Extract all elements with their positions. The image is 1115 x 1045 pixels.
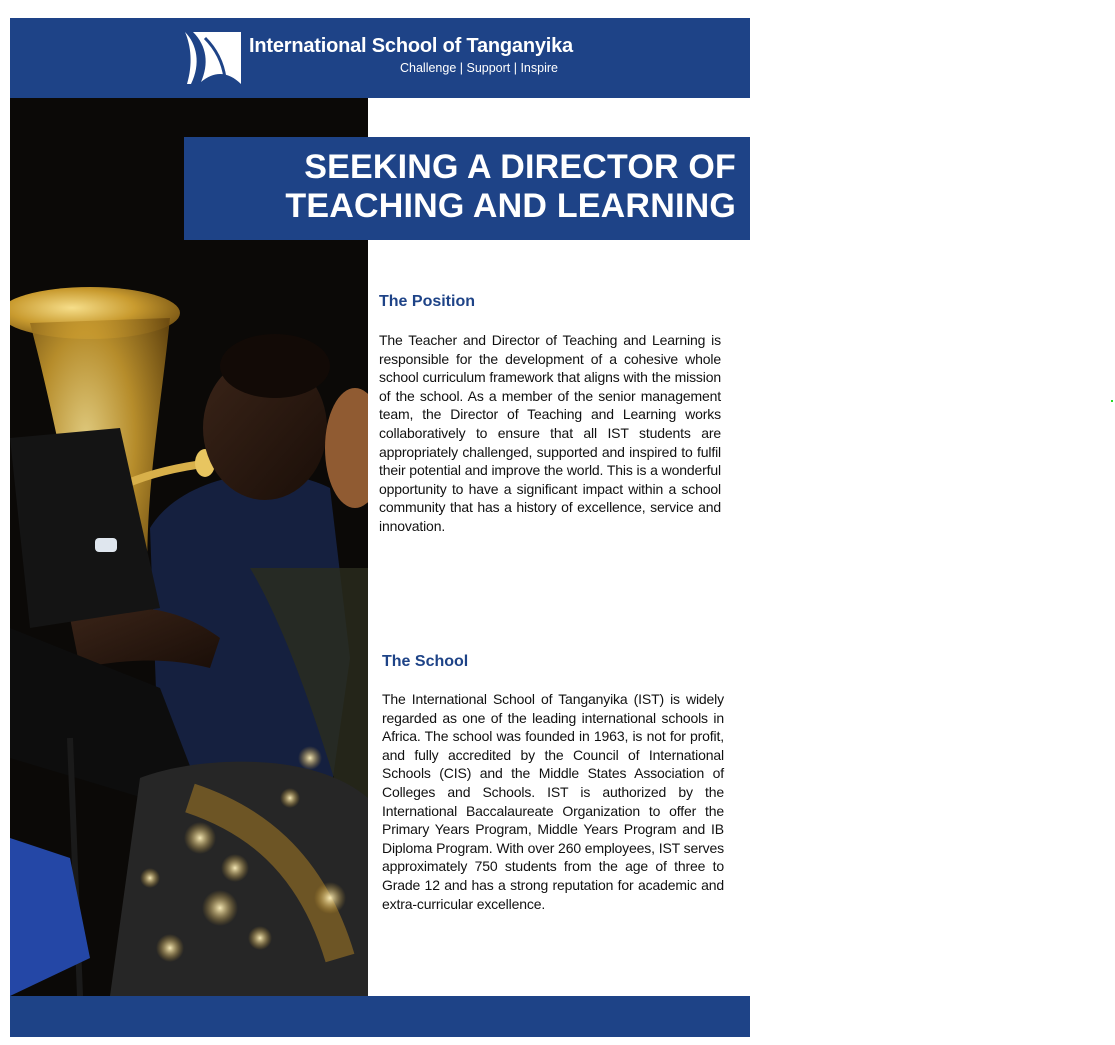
header-banner [10, 18, 750, 98]
school-body: The International School of Tanganyika (IST) is widely regarded as one of the leading international schools in Africa. The school was founded in 1963, is not for profit, and fully accredited by the Council of International Schools (CIS) and the Middle States Association of Colleges and Schools. IST is authorized by the International Baccalaureate Organization to offer the Primary Years Program, Middle Years Program and IB Diploma Program. With over 260 employees, IST serves approximately 750 students from the age of three to Grade 12 and has a strong reputation for academic and extra-curricular excellence. [382, 691, 724, 912]
title-banner [184, 137, 750, 240]
title-line-2: TEACHING AND LEARNING [285, 187, 736, 225]
footer-banner [10, 996, 750, 1037]
school-name: International School of Tanganyika [249, 35, 573, 57]
title-line-1: SEEKING A DIRECTOR OF [304, 148, 736, 186]
tagline: Challenge | Support | Inspire [400, 61, 558, 75]
position-heading: The Position [379, 293, 475, 310]
flyer-page [10, 18, 750, 1037]
position-body: The Teacher and Director of Teaching and Learning is responsible for the development of a cohesive whole school curriculum framework that aligns with the mission of the school. As a member of the senior management team, the Director of Teaching and Learning works collaboratively to ensure that all IST students are appropriately challenged, supported and inspired to fulfil their potential and improve the world. This is a wonderful opportunity to have a significant impact within a school community that has a history of excellence, service and innovation. [379, 332, 721, 534]
school-heading: The School [382, 653, 469, 670]
stray-dot [1111, 400, 1113, 402]
sail-logo-icon [183, 30, 242, 86]
